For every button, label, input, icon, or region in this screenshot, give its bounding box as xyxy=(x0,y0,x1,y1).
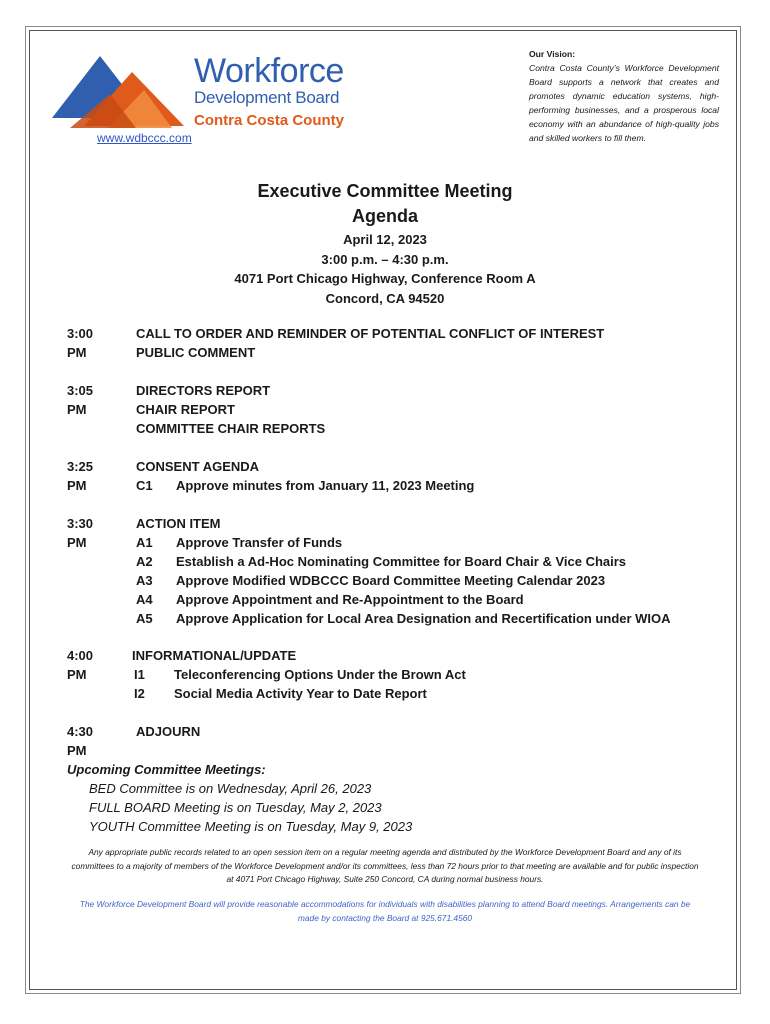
agenda-item-code: A4 xyxy=(136,592,153,607)
logo-title: Workforce xyxy=(194,52,344,90)
agenda-time: 3:30 PM xyxy=(67,516,94,550)
agenda-item-code: A2 xyxy=(136,554,153,569)
agenda-time: 4:00 PM xyxy=(67,648,94,682)
agenda-line: CALL TO ORDER AND REMINDER OF POTENTIAL CONFLICT OF INTEREST xyxy=(136,326,605,341)
mountain-logo-icon xyxy=(52,54,192,134)
agenda-item-text: Approve Transfer of Funds xyxy=(176,535,343,550)
public-records-notice: Any appropriate public records related to an open session item on a regular meeting agenda and distributed by the Workforce Development Board and any of its committees to a majority of members of the Workforce Development and/or its committees, less than 72 hours prior to that meeting are available and for public inspection at 4071 Port Chicago Highway, Suite 250 Concord, CA during normal business hours. xyxy=(71,847,699,884)
meeting-title: Executive Committee Meeting xyxy=(257,181,513,201)
agenda-item-text: Establish a Ad-Hoc Nominating Committee for Board Chair & Vice Chairs xyxy=(176,554,627,569)
upcoming-item: YOUTH Committee Meeting is on Tuesday, May 9, 2023 xyxy=(89,819,413,834)
vision-text: Contra Costa County’s Workforce Development Board supports a network that creates and promotes dynamic education systems, high-performing businesses, and a prosperous local economy with an abundance of high-quality jobs and skilled workers to fill them. xyxy=(529,63,719,143)
agenda-line: ADJOURN xyxy=(136,724,201,739)
agenda-time: 3:25 PM xyxy=(67,459,94,493)
agenda-line: COMMITTEE CHAIR REPORTS xyxy=(136,421,326,436)
agenda-line: CHAIR REPORT xyxy=(136,402,235,417)
website-link[interactable]: www.wdbccc.com xyxy=(97,131,192,145)
agenda-item-text: Approve Application for Local Area Designation and Recertification under WIOA xyxy=(176,611,671,626)
agenda-time: 3:05 PM xyxy=(67,383,94,417)
agenda-item-code: I1 xyxy=(134,667,145,682)
agenda-heading: INFORMATIONAL/UPDATE xyxy=(132,648,297,663)
agenda-heading: ACTION ITEM xyxy=(136,516,221,531)
agenda-item-code: C1 xyxy=(136,478,153,493)
upcoming-item: FULL BOARD Meeting is on Tuesday, May 2, 2023 xyxy=(89,800,382,815)
vision-statement xyxy=(529,47,719,145)
agenda-item-text: Social Media Activity Year to Date Report xyxy=(174,686,427,701)
agenda-line: PUBLIC COMMENT xyxy=(136,345,256,360)
meeting-location: 4071 Port Chicago Highway, Conference Room A xyxy=(234,271,536,286)
agenda-item-code: A5 xyxy=(136,611,153,626)
upcoming-meetings xyxy=(67,760,412,836)
meeting-time: 3:00 p.m. – 4:30 p.m. xyxy=(321,251,449,267)
agenda-heading: CONSENT AGENDA xyxy=(136,459,260,474)
agenda-line: DIRECTORS REPORT xyxy=(136,383,271,398)
agenda-item-text: Approve minutes from January 11, 2023 Meeting xyxy=(176,478,475,493)
agenda-item-text: Teleconferencing Options Under the Brown Act xyxy=(174,667,466,682)
meeting-subtitle: Agenda xyxy=(351,206,418,226)
agenda-item-text: Approve Modified WDBCCC Board Committee Meeting Calendar 2023 xyxy=(176,573,606,588)
accessibility-notice: The Workforce Development Board will provide reasonable accommodations for individuals with disabilities planning to attend Board meetings. Arrangements can be made by contacting the Board at 925.671.4560 xyxy=(79,899,691,923)
upcoming-item: BED Committee is on Wednesday, April 26, 2023 xyxy=(89,781,372,796)
meeting-city: Concord, CA 94520 xyxy=(325,290,445,306)
upcoming-title: Upcoming Committee Meetings: xyxy=(67,762,266,777)
agenda-item-code: A1 xyxy=(136,535,153,550)
agenda-item-code: A3 xyxy=(136,573,153,588)
logo-subtitle: Development Board xyxy=(194,88,340,107)
meeting-date: April 12, 2023 xyxy=(343,232,427,247)
agenda-item-code: I2 xyxy=(134,686,145,701)
logo-county: Contra Costa County xyxy=(194,112,344,129)
agenda-time: 3:00 PM xyxy=(67,326,94,360)
agenda-time: 4:30 PM xyxy=(67,724,94,758)
agenda-item-text: Approve Appointment and Re-Appointment to the Board xyxy=(176,592,524,607)
vision-title: Our Vision: xyxy=(529,49,576,59)
meeting-info xyxy=(0,230,770,308)
